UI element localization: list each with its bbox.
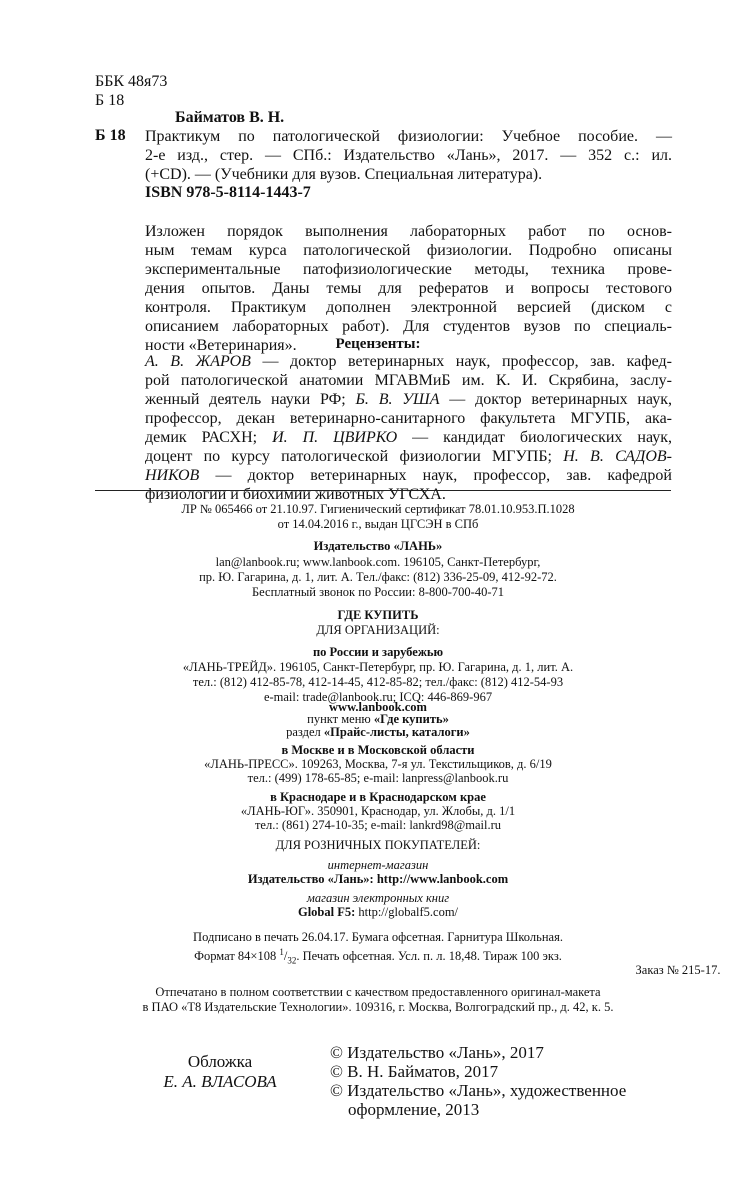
internet-shop-link[interactable]: Издательство «Лань»: http://www.lanbook.com xyxy=(247,872,509,886)
order-number: Заказ № 215-17. xyxy=(635,963,721,977)
reviewers-heading: Рецензенты: xyxy=(335,336,421,352)
reviewer-name: НИКОВ xyxy=(145,467,200,484)
menu-item: «Где купить» xyxy=(373,712,449,726)
reviewer-text: профессор, декан ветеринарно-санитарного факультета МГУПБ, ака- xyxy=(145,410,672,427)
lan-trade-phones: тел.: (812) 412-85-78, 412-14-45, 412-85-82; тел./факс: (812) 412-54-93 xyxy=(192,675,564,689)
lan-press-contacts: тел.: (499) 178-65-85; e-mail: lanpress@lanbook.ru xyxy=(247,771,509,785)
reviewer-text: — доктор ветеринарных наук, профессор, зав. кафедрой xyxy=(199,467,672,484)
abstract-line: описанием лабораторных работ). Для студентов вузов по специаль- xyxy=(145,318,672,335)
book-description xyxy=(145,127,672,184)
bbk-classification xyxy=(95,72,167,110)
lan-trade-email: e-mail: trade@lanbook.ru; ICQ: 446-869-967 xyxy=(263,690,493,704)
russia-abroad-heading: по России и зарубежью xyxy=(312,645,444,659)
title-line: Практикум по патологической физиологии: Учебное пособие. — xyxy=(145,128,672,145)
internet-shop-label: интернет-магазин xyxy=(327,858,429,872)
reviewer-text: женный деятель науки РФ; xyxy=(145,391,356,408)
reviewer-line xyxy=(145,371,672,390)
section-prefix: раздел xyxy=(286,725,324,739)
cover-label: Обложка xyxy=(187,1052,253,1071)
reviewer-name: Н. В. САДОВ- xyxy=(563,448,672,465)
printed-by: в ПАО «Т8 Издательские Технологии». 109316, г. Москва, Волгоградский пр., д. 42, к. 5. xyxy=(142,1000,614,1014)
abstract-line: Изложен порядок выполнения лабораторных работ по основ- xyxy=(145,223,672,240)
publisher-contact: Бесплатный звонок по России: 8-800-700-40-71 xyxy=(252,585,504,599)
reviewer-text: — доктор ветеринарных наук, профессор, зав. кафед- xyxy=(250,353,672,370)
divider xyxy=(95,490,671,491)
print-format: Формат 84×108 $^1/_{32}$. Печать офсетная. Усл. п. л. 18,48. Тираж 100 экз. xyxy=(194,947,562,966)
site-link[interactable]: www.lanbook.com xyxy=(329,700,427,714)
cover-artist: Е. А. ВЛАСОВА xyxy=(163,1072,277,1091)
krasnodar-heading: в Краснодаре и в Краснодарском крае xyxy=(270,790,486,804)
reviewer-line xyxy=(145,466,672,485)
reviewer-text: — доктор ветеринарных наук, xyxy=(439,391,672,408)
lan-trade-address: «ЛАНЬ-ТРЕЙД». 196105, Санкт-Петербург, пр. Ю. Гагарина, д. 1, лит. А. xyxy=(182,660,574,674)
abstract-line: экспериментальные патофизиологические методы, техника прове- xyxy=(145,261,672,278)
format-denominator: 32 xyxy=(287,955,297,966)
lan-press-address: «ЛАНЬ-ПРЕСС». 109263, Москва, 7-я ул. Текстильщиков, д. 6/19 xyxy=(204,757,552,771)
publisher-name: Издательство «ЛАНЬ» xyxy=(313,539,443,553)
format-numerator: 1 xyxy=(279,947,284,957)
for-retail-heading: ДЛЯ РОЗНИЧНЫХ ПОКУПАТЕЛЕЙ: xyxy=(275,838,481,852)
license-line: ЛР № 065466 от 21.10.97. Гигиенический сертификат 78.01.10.953.П.1028 xyxy=(181,502,575,516)
abstract-line: ным темам курса патологической физиологии. Подробно описаны xyxy=(145,242,672,259)
ebook-shop-label: магазин электронных книг xyxy=(306,891,450,905)
ebook-prefix: Global F5: xyxy=(297,905,356,919)
abstract-line: дения опытов. Даны темы для рефератов и вопросы тестового xyxy=(145,280,672,297)
reviewer-line xyxy=(145,352,672,371)
lan-yug-address: «ЛАНЬ-ЮГ». 350901, Краснодар, ул. Жлобы, д. 1/1 xyxy=(240,804,516,818)
for-organizations-heading: ДЛЯ ОРГАНИЗАЦИЙ: xyxy=(316,623,440,637)
reviewer-line xyxy=(145,390,672,409)
reviewer-line xyxy=(145,409,672,428)
where-to-buy-heading: ГДЕ КУПИТЬ xyxy=(337,608,419,622)
copyright-line: © В. Н. Байматов, 2017 xyxy=(330,1062,499,1081)
bbk-code: ББК 48я73 xyxy=(95,73,168,90)
publisher-contact: пр. Ю. Гагарина, д. 1, лит. А. Тел./факс: (812) 336-25-09, 412-92-72. xyxy=(199,570,557,584)
reviewer-name: И. П. ЦВИРКО xyxy=(272,429,398,446)
reviewer-line xyxy=(145,428,672,447)
lan-yug-contacts: тел.: (861) 274-10-35; e-mail: lankrd98@mail.ru xyxy=(254,818,502,832)
reviewer-text: — кандидат биологических наук, xyxy=(397,429,672,446)
reviewer-text: рой патологической анатомии МГАВМиБ им. К. И. Скрябина, заслу- xyxy=(145,372,672,389)
index-code: Б 18 xyxy=(95,127,126,144)
section-item: «Прайс-листы, каталоги» xyxy=(323,725,470,739)
author-name: Байматов В. Н. xyxy=(175,109,285,126)
title-line: (+CD). — (Учебники для вузов. Специальная литература). xyxy=(145,166,543,183)
cover-credit xyxy=(145,1052,295,1092)
copyright-block xyxy=(330,1043,626,1119)
reviewer-name: А. В. ЖАРОВ xyxy=(145,353,251,370)
bbk-author-code: Б 18 xyxy=(95,92,125,109)
format-suffix: . Печать офсетная. Усл. п. л. 18,48. Тираж 100 экз. xyxy=(296,949,562,964)
reviewer-line xyxy=(145,447,672,466)
printed-by: Отпечатано в полном соответствии с качеством предоставленного оригинал-макета xyxy=(155,985,601,999)
reviewer-text: доцент по курсу патологической физиологии МГУПБ; xyxy=(145,448,564,465)
ebook-shop-link[interactable] xyxy=(0,905,756,920)
title-line: 2-е изд., стер. — СПб.: Издательство «Лань», 2017. — 352 с.: ил. xyxy=(145,147,672,164)
section-hint xyxy=(0,725,756,740)
reviewers-list xyxy=(145,352,672,504)
isbn: ISBN 978-5-8114-1443-7 xyxy=(145,184,311,201)
format-prefix: Формат 84×108 xyxy=(194,949,280,964)
copyright-line: © Издательство «Лань», художественное xyxy=(330,1081,627,1100)
license-line: от 14.04.2016 г., выдан ЦГСЭН в СПб xyxy=(277,517,479,531)
abstract-line: ности «Ветеринария». xyxy=(145,337,297,354)
print-details: Подписано в печать 26.04.17. Бумага офсетная. Гарнитура Школьная. xyxy=(193,930,563,944)
copyright-line: оформление, 2013 xyxy=(348,1100,480,1119)
reviewer-text: демик РАСХН; xyxy=(145,429,273,446)
ebook-url: http://globalf5.com/ xyxy=(355,905,459,919)
reviewer-name: Б. В. УША xyxy=(355,391,440,408)
copyright-line: © Издательство «Лань», 2017 xyxy=(330,1043,544,1062)
reviewer-text: физиологии и биохимии животных УГСХА. xyxy=(145,486,446,503)
menu-prefix: пункт меню xyxy=(307,712,374,726)
moscow-heading: в Москве и в Московской области xyxy=(281,743,475,757)
abstract-line: контроля. Практикум дополнен электронной версией (диском с xyxy=(145,299,672,316)
publisher-contact: lan@lanbook.ru; www.lanbook.com. 196105, Санкт-Петербург, xyxy=(215,555,541,569)
